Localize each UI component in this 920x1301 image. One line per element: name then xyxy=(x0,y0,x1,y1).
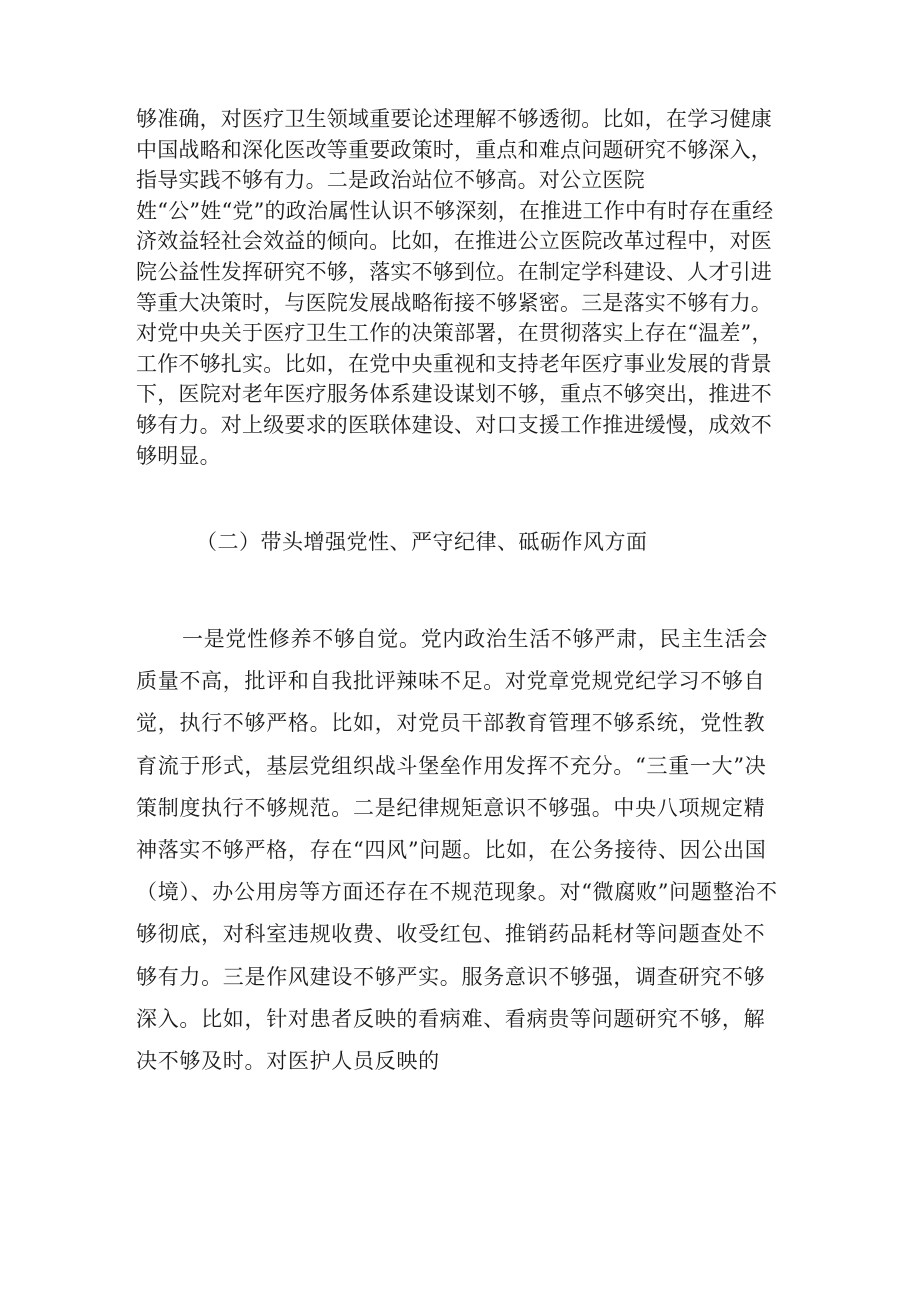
paragraph-top: 够准确，对医疗卫生领域重要论述理解不够透彻。比如，在学习健康中国战略和深化医改等重要政策时，重点和难点问题研究不够深入，指导实践不够有力。二是政治站位不够高。对公立医院姓“公”姓“党”的政治属性认识不够深刻，在推进工作中有时存在重经济效益轻社会效益的倾向。比如，在推进公立医院改革过程中，对医院公益性发挥研究不够，落实不够到位。在制定学科建设、人才引进等重大决策时，与医院发展战略衔接不够紧密。三是落实不够有力。对党中央关于医疗卫生工作的决策部署，在贯彻落实上存在“温差”，工作不够扎实。比如，在党中央重视和支持老年医疗事业发展的背景下，医院对老年医疗服务体系建设谋划不够，重点不够突出，推进不够有力。对上级要求的医联体建设、对口支援工作推进缓慢，成效不够明显。 xyxy=(136,107,774,468)
paragraph-main: 一是党性修养不够自觉。党内政治生活不够严肃，民主生活会质量不高，批评和自我批评辣味不足。对党章党规党纪学习不够自觉，执行不够严格。比如，对党员干部教育管理不够系统，党性教育流于形式，基层党组织战斗堡垒作用发挥不充分。“三重一大”决策制度执行不够规范。二是纪律规矩意识不够强。中央八项规定精神落实不够严格，存在“四风”问题。比如，在公务接待、因公出国（境）、办公用房等方面还存在不规范现象。对“微腐败”问题整治不够彻底，对科室违规收费、收受红包、推销药品耗材等问题查处不够有力。三是作风建设不够严实。服务意识不够强，调查研究不够深入。比如，针对患者反映的看病难、看病贵等问题研究不够，解决不够及时。对医护人员反映的 xyxy=(136,627,778,1074)
section-heading: （二）带头增强党性、严守纪律、砥砺作风方面 xyxy=(196,530,648,554)
